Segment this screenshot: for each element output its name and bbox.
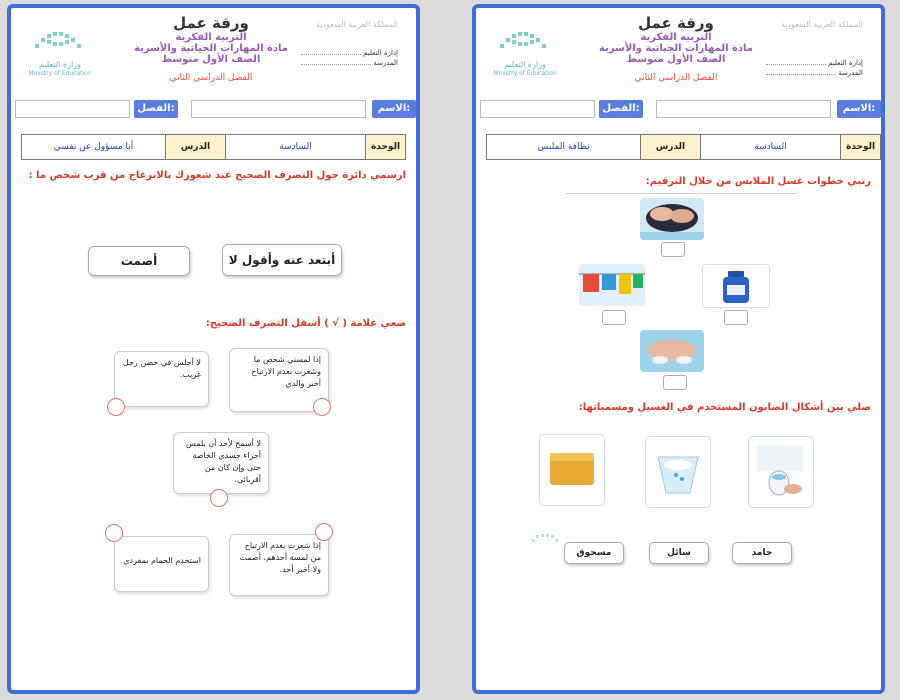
class-field[interactable] <box>480 100 595 118</box>
unit-lesson-table <box>21 134 406 160</box>
school-label: المدرسة <box>373 59 398 67</box>
worksheet-title: ورقة عمل <box>638 14 714 32</box>
class-field[interactable] <box>15 100 130 118</box>
card-use-bathroom: استخدم الحمام بمفردي <box>114 536 209 592</box>
name-field[interactable] <box>656 100 831 118</box>
order-box-1[interactable] <box>661 242 685 257</box>
ministry-logo-text: وزارة التعليم <box>504 60 546 69</box>
unit-label: الوحدة <box>840 135 880 159</box>
lesson-value: أنا مسؤول عن نفسي <box>53 142 134 152</box>
header-center <box>121 14 301 83</box>
admin-label: إدارة التعليم <box>828 59 863 67</box>
name-label: الاسم: <box>837 100 881 118</box>
worksheet-page-right <box>472 4 885 694</box>
question-2: صلي بين أشكال الصابون المستخدم في الغسيل ومسمياتها: <box>578 402 871 413</box>
answer-circle-4[interactable] <box>315 523 333 541</box>
answer-circle-2[interactable] <box>107 398 125 416</box>
clothesline-icon <box>579 264 645 306</box>
ministry-logo-icon <box>25 28 95 56</box>
ministry-logo <box>25 28 95 78</box>
name-label: الاسم: <box>372 100 416 118</box>
unit-lesson-table <box>486 134 881 160</box>
worksheet-page-left <box>7 4 420 694</box>
rinsing-image <box>640 330 704 372</box>
unit-value: السادسة <box>700 135 840 159</box>
answer-circle-1[interactable] <box>313 398 331 416</box>
ministry-logo-en: Ministry of Education <box>28 70 92 77</box>
lesson-label: الدرس <box>165 135 225 159</box>
question-2: ضعي علامة ( √ ) أسفل التصرف الصحيح: <box>205 318 406 329</box>
class-label: الفصل: <box>134 100 178 118</box>
grade-text: الصف الأول متوسط <box>161 54 261 65</box>
clothesline-image <box>579 264 645 306</box>
word-solid[interactable]: جامد <box>732 542 792 564</box>
order-box-3[interactable] <box>724 310 748 325</box>
word-powder[interactable]: مسحوق <box>564 542 624 564</box>
option-move-away-say-no[interactable]: أبتعد عنه وأقول لا <box>222 244 342 276</box>
divider <box>566 193 796 194</box>
admin-label: إدارة التعليم <box>363 49 398 57</box>
worksheet-title: ورقة عمل <box>173 14 249 32</box>
rinsing-icon <box>640 330 704 372</box>
kingdom-emblem-text <box>308 20 398 29</box>
subject-line2: مادة المهارات الحياتية والأسرية <box>134 43 288 54</box>
subject-line1: التربية الفكرية <box>640 32 712 43</box>
hand-washing-image <box>640 198 704 240</box>
kingdom-emblem-text-right <box>773 20 863 29</box>
ministry-watermark-icon <box>524 532 564 548</box>
liquid-soap-icon <box>749 437 813 507</box>
school-label: المدرسة <box>838 69 863 77</box>
card-stay-silent: إذا شعرت بعدم الارتياح من لمسة أحدهم، أصمت ولا أخبر أحد. <box>229 534 329 596</box>
ministry-logo-text: وزارة التعليم <box>39 60 81 69</box>
subject-line2: مادة المهارات الحياتية والأسرية <box>599 43 753 54</box>
question-1: ارسمي دائرة حول التصرف الصحيح عند شعورك بالانزعاج من قرب شخص ما : <box>28 170 406 181</box>
kingdom-text: المملكة العربية السعودية <box>315 20 398 29</box>
answer-circle-3[interactable] <box>210 489 228 507</box>
detergent-bottle-image <box>702 264 770 308</box>
hand-washing-icon <box>640 198 704 240</box>
card-private-parts: لا أسمح لأحد أن يلمس أجزاء جسدي الخاصة حتى وإن كان من أقربائي. <box>173 432 269 494</box>
answer-circle-5[interactable] <box>105 524 123 542</box>
header-center-right <box>586 14 766 83</box>
ministry-logo-icon <box>490 28 560 56</box>
unit-label: الوحدة <box>365 135 405 159</box>
word-liquid[interactable]: سائل <box>649 542 709 564</box>
detergent-bottle-icon <box>703 265 769 307</box>
option-stay-silent[interactable]: أصمت <box>88 246 190 276</box>
kingdom-text: المملكة العربية السعودية <box>780 20 863 29</box>
powder-soap-image <box>645 436 711 508</box>
ministry-logo-right <box>490 28 560 78</box>
ministry-logo-en: Ministry of Education <box>493 70 557 77</box>
card-tell-parent: إذا لمسني شخص ما وشعرت بعدم الارتياح أخبر والدي <box>229 348 329 412</box>
semester-text: الفصل الدراسي الثاني <box>634 73 718 83</box>
powder-soap-icon <box>646 437 710 507</box>
grade-text: الصف الأول متوسط <box>626 54 726 65</box>
soap-bar-image <box>539 434 605 506</box>
card-stranger-lap: لا أجلس في حضن رجل غريب. <box>114 351 209 407</box>
liquid-soap-image <box>748 436 814 508</box>
subject-line1: التربية الفكرية <box>175 32 247 43</box>
lesson-label: الدرس <box>640 135 700 159</box>
soap-bar-icon <box>540 435 604 505</box>
name-field[interactable] <box>191 100 366 118</box>
semester-text: الفصل الدراسي الثاني <box>169 73 253 83</box>
class-label: الفصل: <box>599 100 643 118</box>
question-1: رتبي خطوات غسل الملابس من خلال الترقيم: <box>645 176 871 187</box>
order-box-2[interactable] <box>602 310 626 325</box>
lesson-value: نظافة الملبس <box>537 142 590 152</box>
unit-value: السادسة <box>225 135 365 159</box>
order-box-4[interactable] <box>663 375 687 390</box>
